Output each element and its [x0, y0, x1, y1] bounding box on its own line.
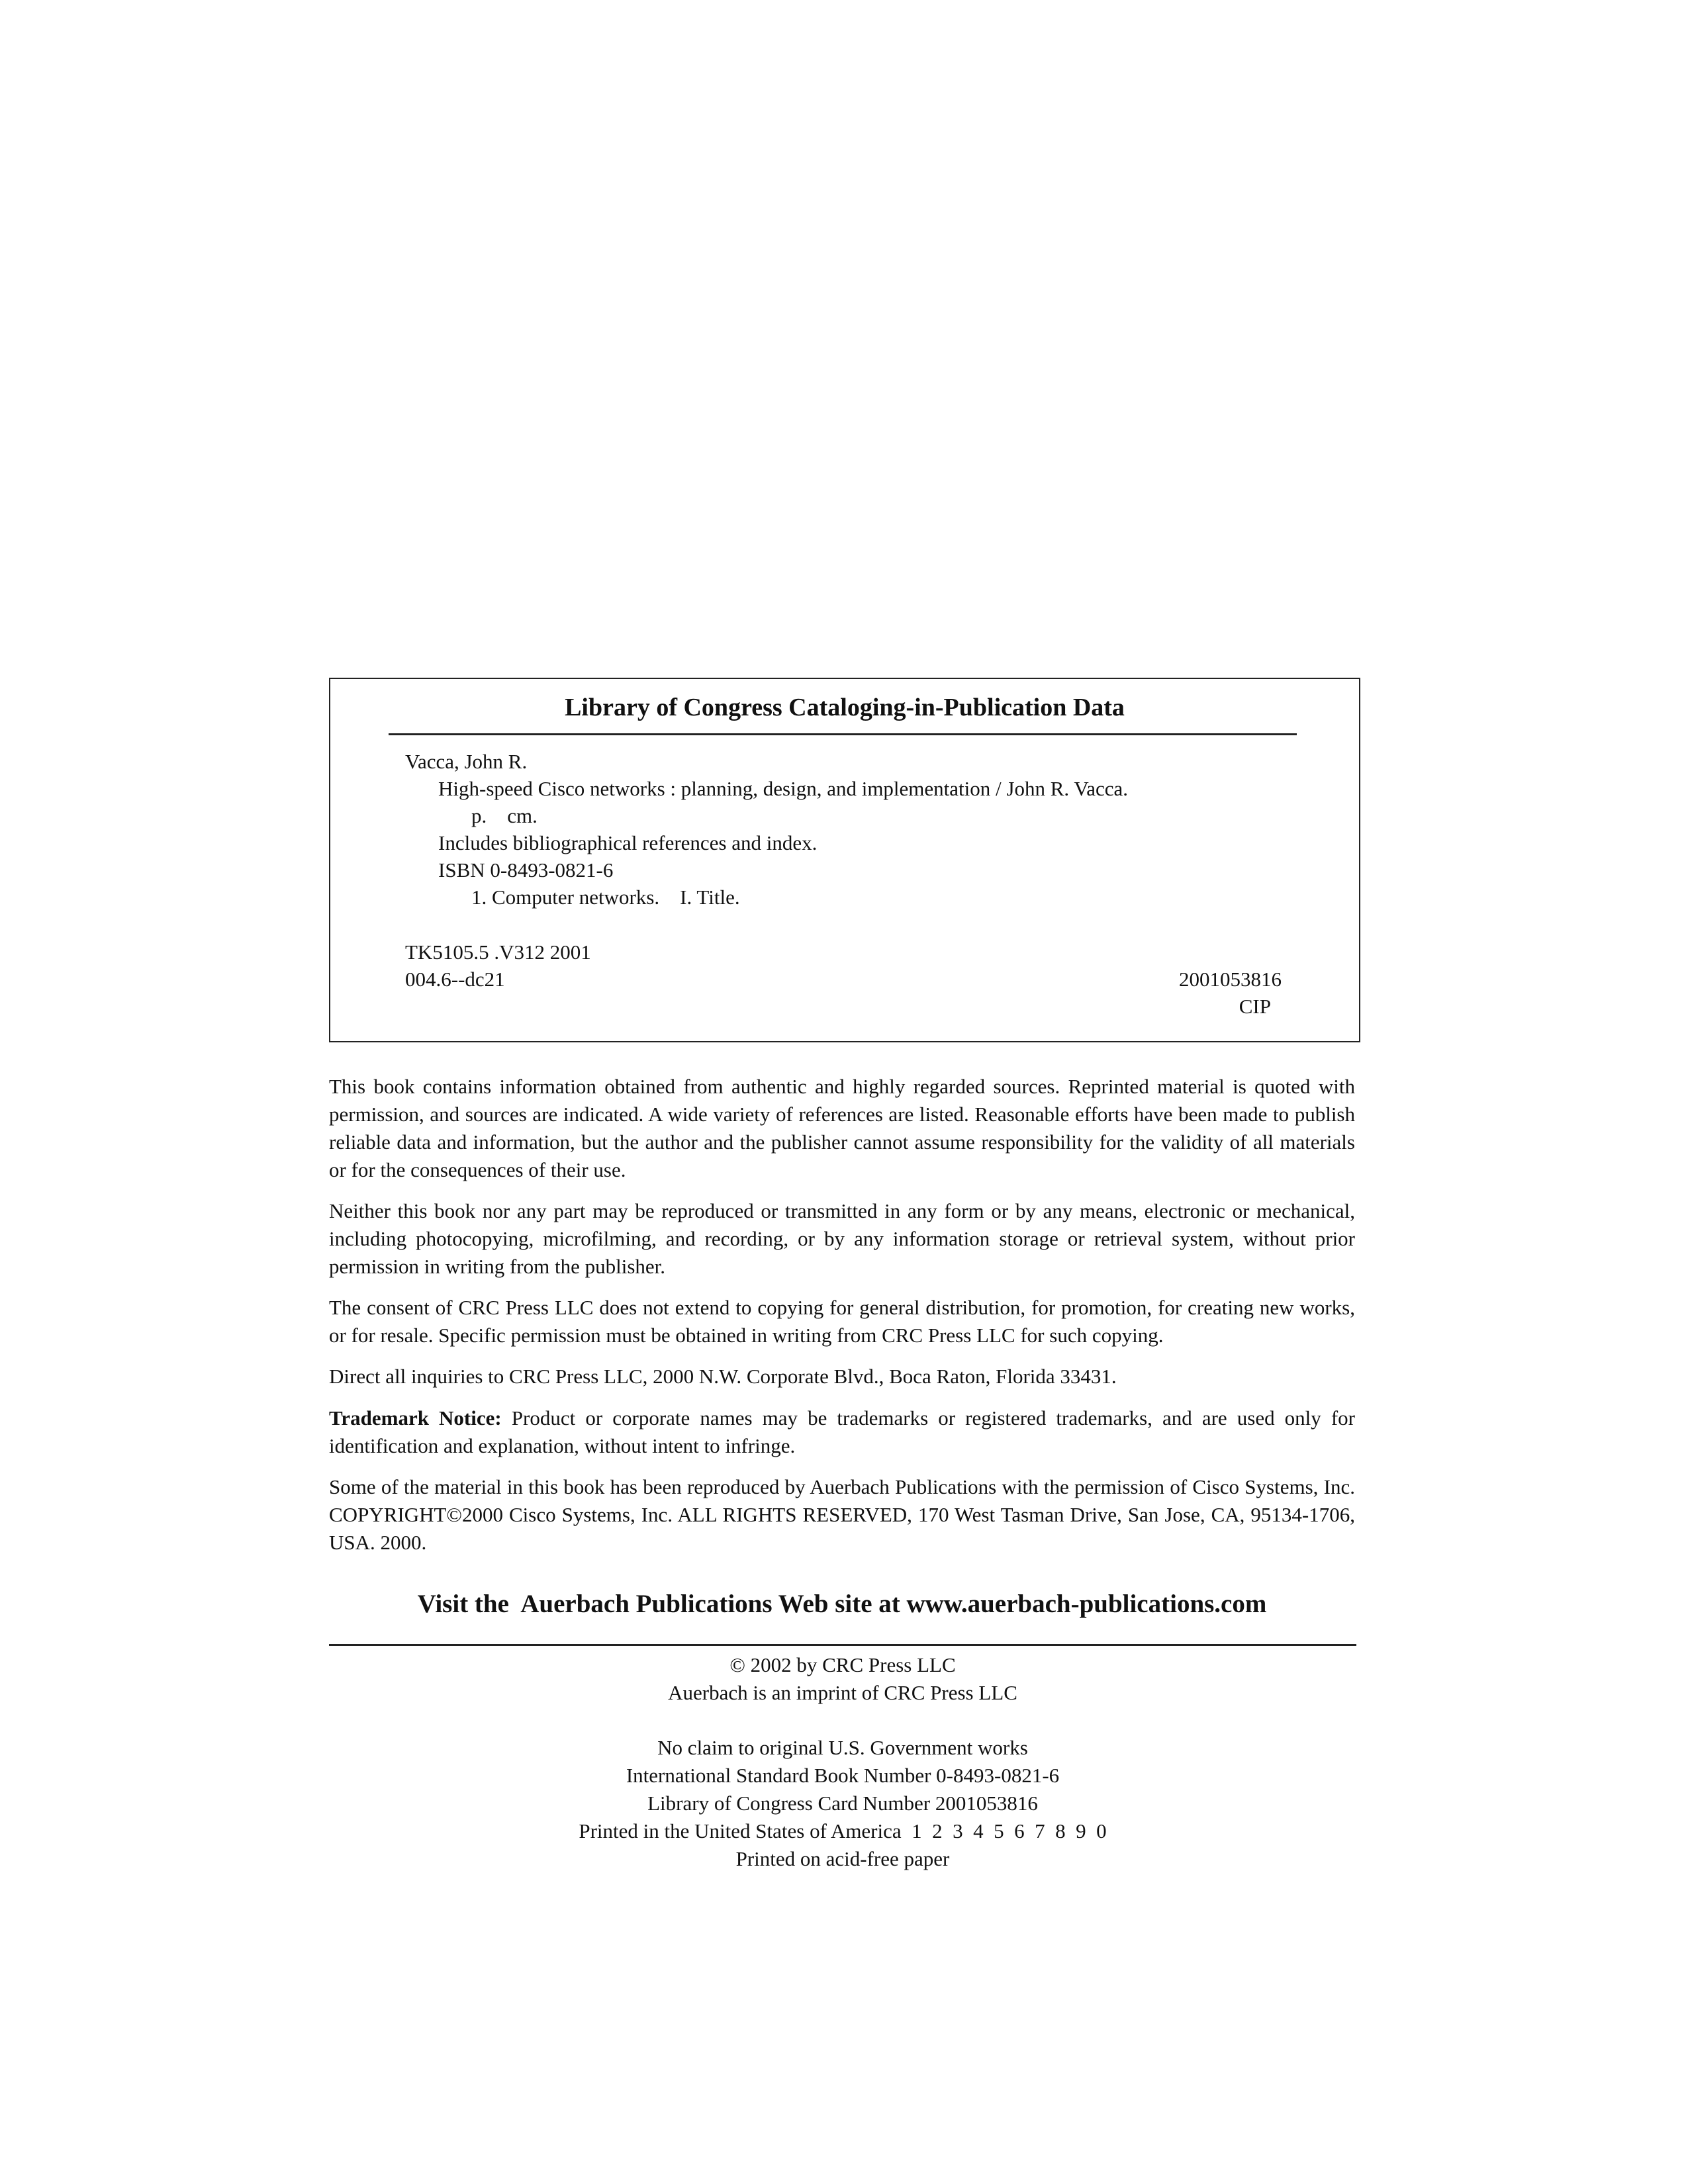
- trademark-paragraph: [329, 1404, 1355, 1460]
- cip-dewey: 004.6--dc21: [405, 968, 505, 991]
- isbn-line: International Standard Book Number 0-8493-0821-6: [626, 1764, 1060, 1787]
- cip-title-rule: [389, 733, 1297, 735]
- cip-isbn: ISBN 0-8493-0821-6: [438, 858, 614, 882]
- footer-rule: [329, 1644, 1356, 1646]
- sources-paragraph: This book contains information obtained from authentic and highly regarded sources. Reprinted material is quoted with permission, and sources are indicated. A wide variety of references are listed. Reasonable efforts have been made to publish reliable data and information, but the author and the publisher cannot assume responsibility for the validity of all materials or for the consequences of their use.: [329, 1075, 1355, 1181]
- acid-free-line: Printed on acid-free paper: [735, 1847, 950, 1870]
- printed-in-line: Printed in the United States of America 1 2 3 4 5 6 7 8 9 0: [579, 1819, 1107, 1843]
- publisher-website-line: Visit the Auerbach Publications Web site at www.auerbach-publications.com: [417, 1590, 1267, 1618]
- copyright-line: © 2002 by CRC Press LLC: [729, 1653, 956, 1676]
- reproduction-paragraph: Neither this book nor any part may be reproduced or transmitted in any form or by any means, electronic or mechanical, including photocopying, microfilming, and recording, or by any information storage or retrieval system, without prior permission in writing from the publisher.: [329, 1199, 1355, 1278]
- cip-pages: p. cm.: [471, 804, 538, 827]
- cip-title: Library of Congress Cataloging-in-Publication Data: [565, 694, 1125, 721]
- no-claim-line: No claim to original U.S. Government works: [657, 1736, 1028, 1759]
- cip-label: CIP: [1239, 995, 1271, 1018]
- inquiries-paragraph: Direct all inquiries to CRC Press LLC, 2000 N.W. Corporate Blvd., Boca Raton, Florida 33431.: [329, 1365, 1117, 1388]
- cip-data-box: [329, 678, 1360, 1042]
- trademark-label: Trademark Notice:: [329, 1406, 502, 1430]
- cisco-permission-paragraph: Some of the material in this book has been reproduced by Auerbach Publications with the permission of Cisco Systems, Inc. COPYRIGHT©2000 Cisco Systems, Inc. ALL RIGHTS RESERVED, 170 West Tasman Drive, San Jose, CA, 95134-1706, USA. 2000.: [329, 1475, 1355, 1554]
- cip-subjects: 1. Computer networks. I. Title.: [471, 886, 740, 909]
- cip-title-entry: High-speed Cisco networks : planning, design, and implementation / John R. Vacca.: [438, 777, 1129, 800]
- lccn-line: Library of Congress Card Number 2001053816: [647, 1792, 1038, 1815]
- cip-lc-class: TK5105.5 .V312 2001: [405, 940, 591, 964]
- cip-lccn: 2001053816: [1179, 968, 1282, 991]
- imprint-line: Auerbach is an imprint of CRC Press LLC: [668, 1681, 1017, 1704]
- consent-paragraph: The consent of CRC Press LLC does not extend to copying for general distribution, for promotion, for creating new works, or for resale. Specific permission must be obtained in writing from CRC Press LLC for such copying.: [329, 1296, 1355, 1347]
- trademark-text: Product or corporate names may be trademarks or registered trademarks, and are used only for identification and explanation, without intent to infringe.: [329, 1406, 1355, 1457]
- cip-author: Vacca, John R.: [405, 750, 528, 773]
- cip-includes: Includes bibliographical references and index.: [438, 831, 818, 854]
- copyright-credits: [329, 1651, 1356, 1707]
- printing-credits: [329, 1734, 1356, 1873]
